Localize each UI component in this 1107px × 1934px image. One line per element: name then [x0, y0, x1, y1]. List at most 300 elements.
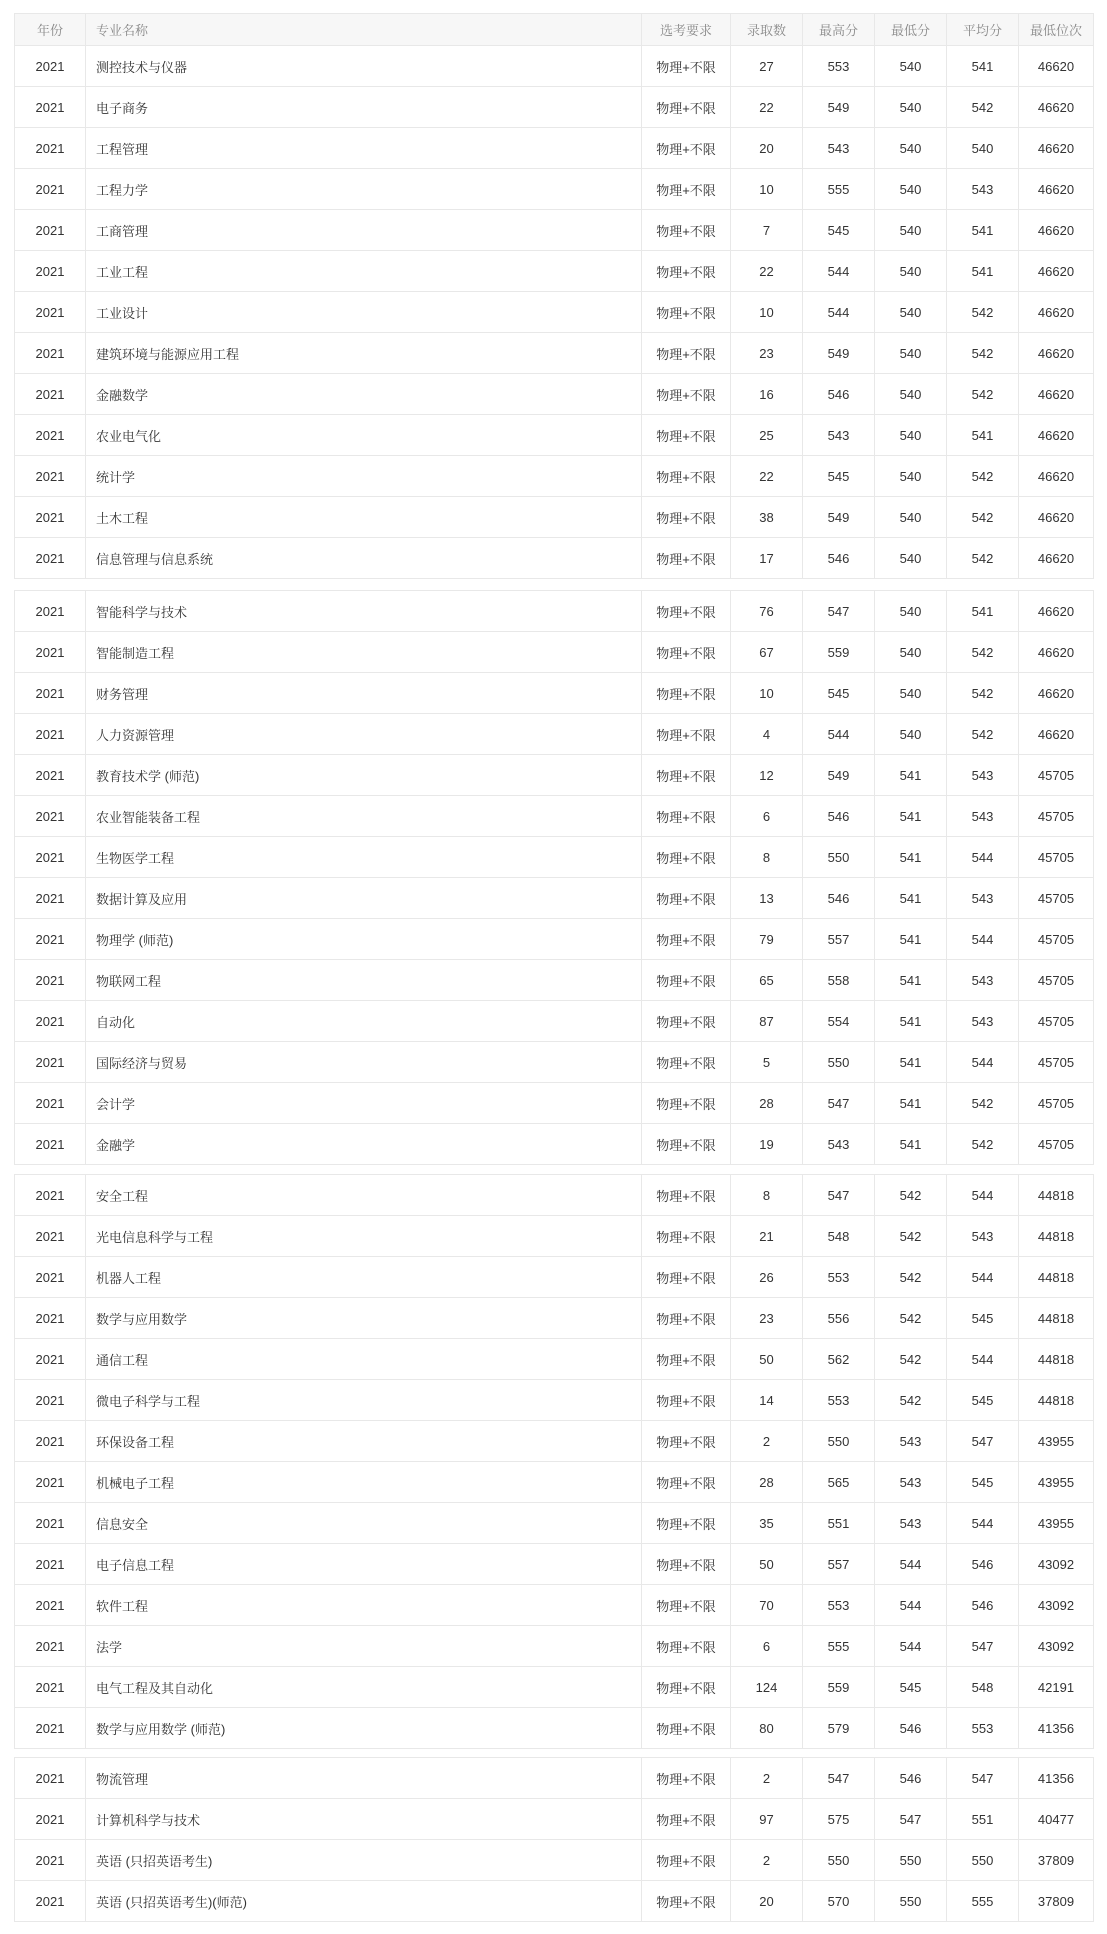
admitted-count-cell: 5 [731, 1042, 803, 1083]
subject-requirement-cell: 物理+不限 [642, 837, 731, 878]
admitted-count-cell: 27 [731, 46, 803, 87]
year-cell: 2021 [15, 210, 86, 251]
admitted-count-cell: 4 [731, 714, 803, 755]
table-row [15, 755, 1094, 796]
highest-score-cell: 546 [803, 374, 875, 415]
average-score-cell: 541 [947, 415, 1019, 456]
year-cell: 2021 [15, 415, 86, 456]
subject-requirement-cell: 物理+不限 [642, 1083, 731, 1124]
year-cell: 2021 [15, 128, 86, 169]
major-name-cell: 信息管理与信息系统 [86, 538, 642, 579]
lowest-rank-cell: 43092 [1019, 1626, 1094, 1667]
subject-requirement-cell: 物理+不限 [642, 292, 731, 333]
average-score-cell: 540 [947, 128, 1019, 169]
lowest-rank-cell: 45705 [1019, 1042, 1094, 1083]
major-name-cell: 电子信息工程 [86, 1544, 642, 1585]
subject-requirement-cell: 物理+不限 [642, 1380, 731, 1421]
average-score-cell: 543 [947, 960, 1019, 1001]
subject-requirement-cell: 物理+不限 [642, 169, 731, 210]
average-score-cell: 545 [947, 1462, 1019, 1503]
year-cell: 2021 [15, 1626, 86, 1667]
subject-requirement-cell: 物理+不限 [642, 538, 731, 579]
year-cell: 2021 [15, 1462, 86, 1503]
table-row [15, 1380, 1094, 1421]
year-cell: 2021 [15, 497, 86, 538]
highest-score-cell: 549 [803, 497, 875, 538]
average-score-cell: 550 [947, 1840, 1019, 1881]
highest-score-cell: 547 [803, 1083, 875, 1124]
lowest-score-cell: 540 [875, 333, 947, 374]
highest-score-cell: 559 [803, 632, 875, 673]
subject-requirement-cell: 物理+不限 [642, 87, 731, 128]
lowest-rank-cell: 44818 [1019, 1298, 1094, 1339]
subject-requirement-cell: 物理+不限 [642, 333, 731, 374]
year-cell: 2021 [15, 755, 86, 796]
lowest-rank-cell: 45705 [1019, 837, 1094, 878]
table-row [15, 292, 1094, 333]
subject-requirement-cell: 物理+不限 [642, 673, 731, 714]
table-row [15, 1585, 1094, 1626]
table-row [15, 1544, 1094, 1585]
major-name-cell: 金融学 [86, 1124, 642, 1165]
average-score-cell: 542 [947, 456, 1019, 497]
average-score-cell: 544 [947, 837, 1019, 878]
subject-requirement-cell: 物理+不限 [642, 1124, 731, 1165]
lowest-score-cell: 540 [875, 169, 947, 210]
table-row [15, 1462, 1094, 1503]
year-cell: 2021 [15, 1840, 86, 1881]
average-score-cell: 553 [947, 1708, 1019, 1749]
major-name-cell: 土木工程 [86, 497, 642, 538]
major-name-cell: 会计学 [86, 1083, 642, 1124]
header-lowest-score: 最低分 [875, 14, 947, 46]
table-row [15, 591, 1094, 632]
year-cell: 2021 [15, 632, 86, 673]
subject-requirement-cell: 物理+不限 [642, 210, 731, 251]
lowest-score-cell: 546 [875, 1708, 947, 1749]
subject-requirement-cell: 物理+不限 [642, 1462, 731, 1503]
highest-score-cell: 550 [803, 1840, 875, 1881]
major-name-cell: 工业设计 [86, 292, 642, 333]
admitted-count-cell: 80 [731, 1708, 803, 1749]
admitted-count-cell: 50 [731, 1544, 803, 1585]
major-name-cell: 工业工程 [86, 251, 642, 292]
major-name-cell: 电子商务 [86, 87, 642, 128]
table-row [15, 1216, 1094, 1257]
year-cell: 2021 [15, 591, 86, 632]
admitted-count-cell: 26 [731, 1257, 803, 1298]
admission-table-part-4 [14, 1757, 1093, 1922]
highest-score-cell: 546 [803, 796, 875, 837]
lowest-score-cell: 541 [875, 1001, 947, 1042]
admitted-count-cell: 67 [731, 632, 803, 673]
lowest-rank-cell: 44818 [1019, 1380, 1094, 1421]
subject-requirement-cell: 物理+不限 [642, 919, 731, 960]
subject-requirement-cell: 物理+不限 [642, 1298, 731, 1339]
average-score-cell: 544 [947, 919, 1019, 960]
admission-table [14, 1174, 1094, 1749]
major-name-cell: 物理学 (师范) [86, 919, 642, 960]
lowest-rank-cell: 46620 [1019, 128, 1094, 169]
subject-requirement-cell: 物理+不限 [642, 1001, 731, 1042]
average-score-cell: 545 [947, 1298, 1019, 1339]
major-name-cell: 法学 [86, 1626, 642, 1667]
highest-score-cell: 570 [803, 1881, 875, 1922]
lowest-rank-cell: 44818 [1019, 1257, 1094, 1298]
subject-requirement-cell: 物理+不限 [642, 1881, 731, 1922]
lowest-rank-cell: 45705 [1019, 960, 1094, 1001]
lowest-rank-cell: 46620 [1019, 292, 1094, 333]
year-cell: 2021 [15, 1001, 86, 1042]
table-row [15, 1298, 1094, 1339]
table-row [15, 251, 1094, 292]
major-name-cell: 微电子科学与工程 [86, 1380, 642, 1421]
highest-score-cell: 558 [803, 960, 875, 1001]
average-score-cell: 551 [947, 1799, 1019, 1840]
highest-score-cell: 543 [803, 128, 875, 169]
year-cell: 2021 [15, 714, 86, 755]
lowest-rank-cell: 45705 [1019, 1083, 1094, 1124]
lowest-rank-cell: 46620 [1019, 46, 1094, 87]
lowest-score-cell: 540 [875, 415, 947, 456]
subject-requirement-cell: 物理+不限 [642, 632, 731, 673]
lowest-rank-cell: 46620 [1019, 87, 1094, 128]
lowest-rank-cell: 37809 [1019, 1840, 1094, 1881]
year-cell: 2021 [15, 796, 86, 837]
table-row [15, 1840, 1094, 1881]
highest-score-cell: 557 [803, 919, 875, 960]
table-row [15, 1503, 1094, 1544]
lowest-score-cell: 550 [875, 1881, 947, 1922]
admitted-count-cell: 25 [731, 415, 803, 456]
highest-score-cell: 550 [803, 1042, 875, 1083]
subject-requirement-cell: 物理+不限 [642, 374, 731, 415]
lowest-rank-cell: 46620 [1019, 169, 1094, 210]
lowest-score-cell: 542 [875, 1380, 947, 1421]
subject-requirement-cell: 物理+不限 [642, 497, 731, 538]
subject-requirement-cell: 物理+不限 [642, 251, 731, 292]
lowest-rank-cell: 45705 [1019, 878, 1094, 919]
lowest-score-cell: 543 [875, 1503, 947, 1544]
year-cell: 2021 [15, 1708, 86, 1749]
lowest-rank-cell: 44818 [1019, 1216, 1094, 1257]
table-row [15, 415, 1094, 456]
subject-requirement-cell: 物理+不限 [642, 1840, 731, 1881]
admitted-count-cell: 23 [731, 1298, 803, 1339]
major-name-cell: 工程力学 [86, 169, 642, 210]
header-average-score: 平均分 [947, 14, 1019, 46]
lowest-score-cell: 540 [875, 591, 947, 632]
major-name-cell: 安全工程 [86, 1175, 642, 1216]
highest-score-cell: 555 [803, 1626, 875, 1667]
lowest-score-cell: 540 [875, 456, 947, 497]
subject-requirement-cell: 物理+不限 [642, 960, 731, 1001]
highest-score-cell: 549 [803, 333, 875, 374]
lowest-rank-cell: 46620 [1019, 673, 1094, 714]
highest-score-cell: 548 [803, 1216, 875, 1257]
highest-score-cell: 545 [803, 456, 875, 497]
major-name-cell: 计算机科学与技术 [86, 1799, 642, 1840]
lowest-score-cell: 542 [875, 1298, 947, 1339]
lowest-score-cell: 542 [875, 1257, 947, 1298]
average-score-cell: 544 [947, 1257, 1019, 1298]
lowest-score-cell: 541 [875, 796, 947, 837]
subject-requirement-cell: 物理+不限 [642, 1626, 731, 1667]
major-name-cell: 数据计算及应用 [86, 878, 642, 919]
average-score-cell: 546 [947, 1544, 1019, 1585]
admitted-count-cell: 7 [731, 210, 803, 251]
admitted-count-cell: 65 [731, 960, 803, 1001]
average-score-cell: 547 [947, 1626, 1019, 1667]
highest-score-cell: 553 [803, 1257, 875, 1298]
lowest-rank-cell: 45705 [1019, 755, 1094, 796]
table-row [15, 1421, 1094, 1462]
admitted-count-cell: 28 [731, 1083, 803, 1124]
lowest-score-cell: 544 [875, 1585, 947, 1626]
highest-score-cell: 547 [803, 591, 875, 632]
lowest-score-cell: 540 [875, 87, 947, 128]
year-cell: 2021 [15, 169, 86, 210]
table-row [15, 1257, 1094, 1298]
highest-score-cell: 553 [803, 1380, 875, 1421]
lowest-rank-cell: 43092 [1019, 1544, 1094, 1585]
lowest-score-cell: 550 [875, 1840, 947, 1881]
average-score-cell: 544 [947, 1339, 1019, 1380]
lowest-rank-cell: 44818 [1019, 1339, 1094, 1380]
subject-requirement-cell: 物理+不限 [642, 1799, 731, 1840]
highest-score-cell: 545 [803, 210, 875, 251]
highest-score-cell: 555 [803, 169, 875, 210]
average-score-cell: 544 [947, 1175, 1019, 1216]
lowest-score-cell: 541 [875, 1124, 947, 1165]
admitted-count-cell: 6 [731, 1626, 803, 1667]
table-header-row [15, 14, 1094, 46]
major-name-cell: 金融数学 [86, 374, 642, 415]
year-cell: 2021 [15, 1339, 86, 1380]
highest-score-cell: 565 [803, 1462, 875, 1503]
lowest-score-cell: 542 [875, 1339, 947, 1380]
table-row [15, 456, 1094, 497]
table-row [15, 878, 1094, 919]
average-score-cell: 541 [947, 210, 1019, 251]
admitted-count-cell: 124 [731, 1667, 803, 1708]
year-cell: 2021 [15, 1175, 86, 1216]
subject-requirement-cell: 物理+不限 [642, 1257, 731, 1298]
lowest-rank-cell: 44818 [1019, 1175, 1094, 1216]
admitted-count-cell: 20 [731, 1881, 803, 1922]
admission-table-part-3 [14, 1174, 1093, 1749]
lowest-rank-cell: 46620 [1019, 251, 1094, 292]
subject-requirement-cell: 物理+不限 [642, 1708, 731, 1749]
admission-table-part-1 [14, 13, 1093, 579]
average-score-cell: 543 [947, 1216, 1019, 1257]
lowest-score-cell: 541 [875, 878, 947, 919]
admitted-count-cell: 2 [731, 1840, 803, 1881]
admitted-count-cell: 50 [731, 1339, 803, 1380]
year-cell: 2021 [15, 292, 86, 333]
year-cell: 2021 [15, 1667, 86, 1708]
average-score-cell: 544 [947, 1503, 1019, 1544]
highest-score-cell: 549 [803, 87, 875, 128]
table-row [15, 87, 1094, 128]
lowest-rank-cell: 43955 [1019, 1421, 1094, 1462]
average-score-cell: 542 [947, 87, 1019, 128]
header-subject-requirement: 选考要求 [642, 14, 731, 46]
subject-requirement-cell: 物理+不限 [642, 46, 731, 87]
admitted-count-cell: 21 [731, 1216, 803, 1257]
admitted-count-cell: 10 [731, 292, 803, 333]
major-name-cell: 物流管理 [86, 1758, 642, 1799]
highest-score-cell: 556 [803, 1298, 875, 1339]
highest-score-cell: 547 [803, 1758, 875, 1799]
subject-requirement-cell: 物理+不限 [642, 1421, 731, 1462]
lowest-rank-cell: 45705 [1019, 1124, 1094, 1165]
table-row [15, 1708, 1094, 1749]
major-name-cell: 财务管理 [86, 673, 642, 714]
admitted-count-cell: 8 [731, 837, 803, 878]
subject-requirement-cell: 物理+不限 [642, 878, 731, 919]
lowest-rank-cell: 40477 [1019, 1799, 1094, 1840]
admitted-count-cell: 16 [731, 374, 803, 415]
average-score-cell: 542 [947, 632, 1019, 673]
admitted-count-cell: 13 [731, 878, 803, 919]
lowest-score-cell: 540 [875, 632, 947, 673]
year-cell: 2021 [15, 1257, 86, 1298]
average-score-cell: 541 [947, 251, 1019, 292]
admitted-count-cell: 76 [731, 591, 803, 632]
admission-table [14, 13, 1094, 579]
major-name-cell: 数学与应用数学 [86, 1298, 642, 1339]
year-cell: 2021 [15, 1799, 86, 1840]
lowest-score-cell: 541 [875, 960, 947, 1001]
highest-score-cell: 544 [803, 714, 875, 755]
year-cell: 2021 [15, 837, 86, 878]
highest-score-cell: 550 [803, 1421, 875, 1462]
major-name-cell: 通信工程 [86, 1339, 642, 1380]
major-name-cell: 人力资源管理 [86, 714, 642, 755]
major-name-cell: 生物医学工程 [86, 837, 642, 878]
table-row [15, 128, 1094, 169]
highest-score-cell: 543 [803, 1124, 875, 1165]
average-score-cell: 542 [947, 292, 1019, 333]
subject-requirement-cell: 物理+不限 [642, 1544, 731, 1585]
highest-score-cell: 546 [803, 538, 875, 579]
header-lowest-rank: 最低位次 [1019, 14, 1094, 46]
admitted-count-cell: 35 [731, 1503, 803, 1544]
highest-score-cell: 551 [803, 1503, 875, 1544]
highest-score-cell: 553 [803, 1585, 875, 1626]
lowest-score-cell: 540 [875, 46, 947, 87]
admitted-count-cell: 20 [731, 128, 803, 169]
average-score-cell: 543 [947, 1001, 1019, 1042]
admitted-count-cell: 2 [731, 1421, 803, 1462]
admitted-count-cell: 14 [731, 1380, 803, 1421]
highest-score-cell: 549 [803, 755, 875, 796]
major-name-cell: 智能制造工程 [86, 632, 642, 673]
year-cell: 2021 [15, 46, 86, 87]
subject-requirement-cell: 物理+不限 [642, 128, 731, 169]
major-name-cell: 数学与应用数学 (师范) [86, 1708, 642, 1749]
year-cell: 2021 [15, 1585, 86, 1626]
table-row [15, 1799, 1094, 1840]
lowest-rank-cell: 43955 [1019, 1462, 1094, 1503]
year-cell: 2021 [15, 1124, 86, 1165]
table-row [15, 1083, 1094, 1124]
highest-score-cell: 553 [803, 46, 875, 87]
lowest-score-cell: 540 [875, 673, 947, 714]
year-cell: 2021 [15, 251, 86, 292]
average-score-cell: 546 [947, 1585, 1019, 1626]
admitted-count-cell: 23 [731, 333, 803, 374]
table-row [15, 1881, 1094, 1922]
major-name-cell: 农业智能装备工程 [86, 796, 642, 837]
major-name-cell: 自动化 [86, 1001, 642, 1042]
table-row [15, 1339, 1094, 1380]
admitted-count-cell: 97 [731, 1799, 803, 1840]
table-row [15, 796, 1094, 837]
average-score-cell: 542 [947, 497, 1019, 538]
year-cell: 2021 [15, 538, 86, 579]
lowest-score-cell: 540 [875, 210, 947, 251]
year-cell: 2021 [15, 87, 86, 128]
major-name-cell: 农业电气化 [86, 415, 642, 456]
table-row [15, 960, 1094, 1001]
average-score-cell: 541 [947, 591, 1019, 632]
subject-requirement-cell: 物理+不限 [642, 1339, 731, 1380]
lowest-score-cell: 544 [875, 1626, 947, 1667]
subject-requirement-cell: 物理+不限 [642, 415, 731, 456]
admission-table [14, 1757, 1094, 1922]
lowest-rank-cell: 46620 [1019, 333, 1094, 374]
table-row [15, 374, 1094, 415]
subject-requirement-cell: 物理+不限 [642, 1758, 731, 1799]
admitted-count-cell: 2 [731, 1758, 803, 1799]
major-name-cell: 工程管理 [86, 128, 642, 169]
average-score-cell: 543 [947, 878, 1019, 919]
lowest-score-cell: 542 [875, 1175, 947, 1216]
average-score-cell: 542 [947, 1124, 1019, 1165]
average-score-cell: 547 [947, 1421, 1019, 1462]
year-cell: 2021 [15, 1544, 86, 1585]
lowest-score-cell: 543 [875, 1421, 947, 1462]
table-row [15, 714, 1094, 755]
lowest-rank-cell: 46620 [1019, 456, 1094, 497]
subject-requirement-cell: 物理+不限 [642, 1667, 731, 1708]
subject-requirement-cell: 物理+不限 [642, 591, 731, 632]
year-cell: 2021 [15, 1503, 86, 1544]
major-name-cell: 物联网工程 [86, 960, 642, 1001]
subject-requirement-cell: 物理+不限 [642, 1175, 731, 1216]
table-row [15, 497, 1094, 538]
table-row [15, 1124, 1094, 1165]
year-cell: 2021 [15, 1216, 86, 1257]
year-cell: 2021 [15, 878, 86, 919]
average-score-cell: 543 [947, 755, 1019, 796]
highest-score-cell: 544 [803, 292, 875, 333]
admission-table-part-2 [14, 590, 1093, 1165]
average-score-cell: 544 [947, 1042, 1019, 1083]
lowest-rank-cell: 41356 [1019, 1758, 1094, 1799]
subject-requirement-cell: 物理+不限 [642, 714, 731, 755]
lowest-rank-cell: 45705 [1019, 796, 1094, 837]
lowest-score-cell: 540 [875, 714, 947, 755]
lowest-rank-cell: 46620 [1019, 210, 1094, 251]
subject-requirement-cell: 物理+不限 [642, 456, 731, 497]
admitted-count-cell: 70 [731, 1585, 803, 1626]
major-name-cell: 软件工程 [86, 1585, 642, 1626]
table-row [15, 1175, 1094, 1216]
highest-score-cell: 562 [803, 1339, 875, 1380]
